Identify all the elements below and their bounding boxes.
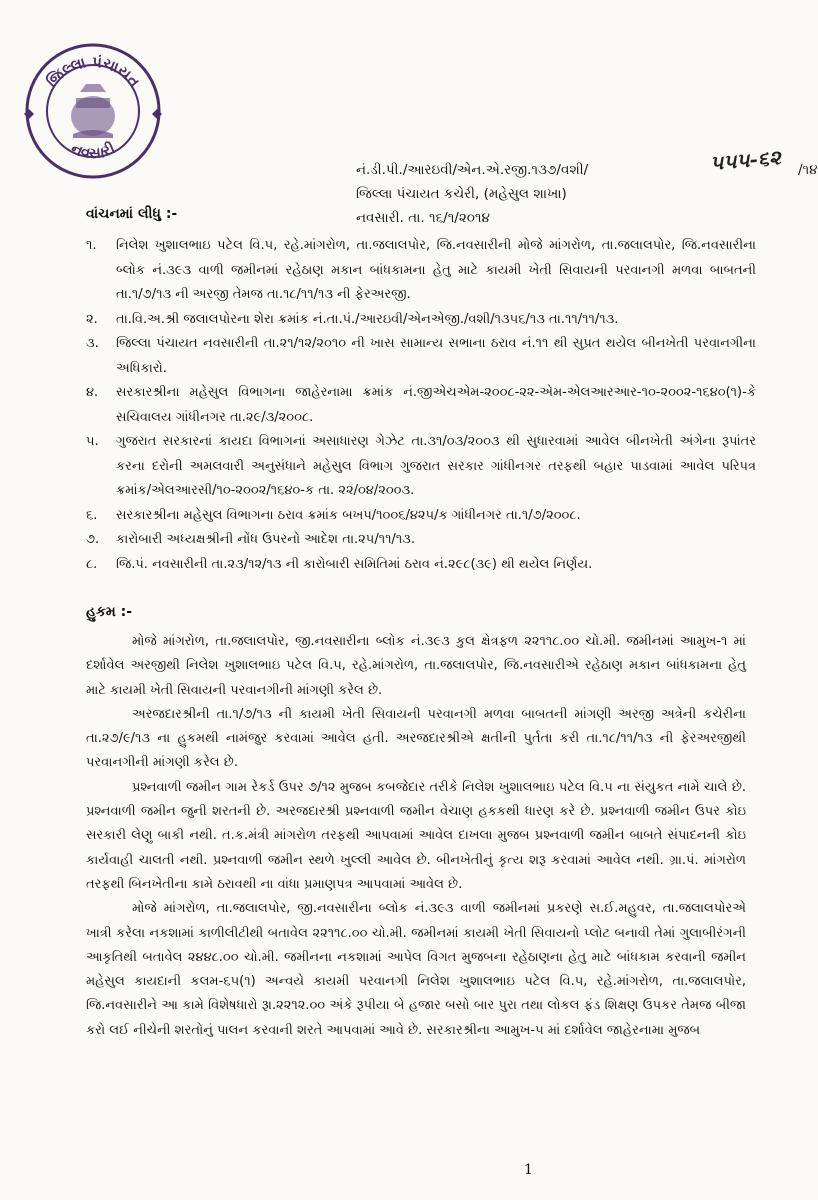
list-item-text: તા.વિ.અ.શ્રી જલાલપોરના શેરા ક્રમાંક નં.તા.પં./આરઇવી/એનએજી./વશી/૧૩૫૬/૧૩ તા.૧૧/૧૧/૧૩. [116,311,619,327]
list-item-text: સરકારશ્રીના મહેસુલ વિભાગના ઠરાવ ક્રમાંક બખપ/૧૦૦૬/૪૨૫/ક ગાંધીનગર તા.૧/૭/૨૦૦૮. [116,507,581,523]
order-paragraph: પ્રશ્નવાળી જમીન ગામ રેકર્ડ ઉપર ૭/૧૨ મુજબ કબજેદાર તરીકે નિલેશ ખુશાલભાઇ પટેલ વિ.૫ ના સંયુકત નામે ચાલે છે. પ્રશ્નવાળી જમીન જુની શરતની છે. અરજદારશ્રી પ્રશ્નવાળી જમીન વેચાણ હકકથી ધારણ કરે છે. પ્રશ્નવાળી જમીન ઉપર કોઇ સરકારી લેણુ બાકી નથી. ત.ક.મંત્રી માંગરોળ તરફથી આપવામાં આવેલ દાખલા મુજબ પ્રશ્નવાળી જમીન બાબતે સંપાદનની કોઇ કાર્યવાહી ચાલતી નથી. પ્રશ્નવાળી જમીન સ્થળે ખુલ્લી આવેલ છે. બીનખેતીનું કૃત્ય શરૂ કરવામાં આવેલ નથી. ગ્રા.પં. માંગરોળ તરફથી બિનખેતીના કામે ઠરાવથી ના વાંધા પ્રમાણપત્ર આપવામાં આવેલ છે. [86,779,746,892]
list-item [86,234,756,308]
svg-text:નવસારી [68,139,118,162]
list-item-number: ૪. [86,385,99,400]
page-number: 1 [524,1162,533,1178]
list-item [86,381,756,430]
order-paragraph: મોજે માંગરોળ, તા.જલાલપોર, જી.નવસારીના બ્લોક નં.૩૯૩ કુલ ક્ષેત્રફળ ૨૨૧૧૮.૦૦ ચો.મી. જમીનમાં આમુખ-૧ માં દર્શાવેલ અરજીથી નિલેશ ખુશાલભાઇ પટેલ વિ.૫, રહે.માંગરોળ, તા.જલાલપોર, જિ.નવસારીએ રહેઠાણ મકાન બાંધકામના હેતુ માટે કાયમી ખેતી સિવાયની પરવાનગીની માંગણી કરેલ છે. [86,634,746,698]
references-list [86,234,756,577]
list-item-number: ૭. [86,532,100,547]
list-item-number: ૧. [86,238,97,253]
references-heading: વાંચનમાં લીધુ :- [86,206,178,222]
list-item [86,504,756,529]
list-item-text: નિલેશ ખુશાલભાઇ પટેલ વિ.૫, રહે.માંગરોળ, તા.જલાલપોર, જિ.નવસારીની મોજે માંગરોળ, તા.જલાલપોર, જિ.નવસારીના બ્લોક નં.૩૯૩ વાળી જમીનમાં રહેઠાણ મકાન બાંધકામના હેતુ માટે કાયમી ખેતી સિવાયની પરવાનગી મળવા બાબતની તા.૧/૭/૧૩ ની અરજી તેમજ તા.૧૮/૧૧/૧૩ ની ફેરઅરજી. [116,238,756,302]
list-item-text: જિ.પં. નવસારીની તા.૨૩/૧૨/૧૩ ની કારોબારી સમિતિમાં ઠરાવ નં.૨૯૮(૩૯) થી થયેલ નિર્ણય. [116,556,593,572]
district-panchayat-seal-icon [18,34,168,184]
seal-stamp [18,34,168,184]
list-item-text: જિલ્લા પંચાયત નવસારીની તા.૨૧/૧૨/૨૦૧૦ ની ખાસ સામાન્ય સભાના ઠરાવ નં.૧૧ થી સુપ્રત થયેલ બીનખેતી પરવાનગીના અધિકારો. [116,336,756,376]
place-date: નવસારી. તા. ૧૬/૧/૨૦૧૪ [356,210,490,226]
list-item-text: સરકારશ્રીના મહેસુલ વિભાગના જાહેરનામા ક્રમાંક નં.જીએચએમ-૨૦૦૮-૨૨-એમ-એલઆરઆર-૧૦-૨૦૦૨-૧૬૪૦(૧)-કે સચિવાલય ગાંધીનગર તા.૨૯/૩/૨૦૦૮. [116,385,756,425]
reference-suffix: /૧૪ [798,162,818,178]
list-item-number: ૮. [86,556,98,572]
list-item-number: ૬. [86,507,98,523]
list-item-number: ૫. [86,434,99,449]
list-item [86,553,756,578]
handwritten-number: ૫૫૫-૬૨ [709,144,782,176]
list-item-text: કારોબારી અધ્યક્ષશ્રીની નોંધ ઉપરનો આદેશ તા.૨૫/૧૧/૧૩. [116,532,415,547]
order-paragraph: મોજે માંગરોળ, તા.જલાલપોર, જી.નવસારીના બ્લોક નં.૩૯૩ વાળી જમીનમાં પ્રકરણે સ.ઈ.મહુવર, તા.જલાલપોરએ ખાત્રી કરેલા નકશામાં કાળીલીટીથી બતાવેલ ૨૨૧૧૮.૦૦ ચો.મી. જમીનમાં કાયમી ખેતી સિવાયનો પ્લોટ બનાવી તેમાં ગુલાબીરંગની આકૃતિથી બતાવેલ ૨૪૪૮.૦૦ ચો.મી. જમીનના નકશામાં આપેલ વિગત મુજબના રહેઠાણના હેતુ માટે બાંધકામ કરવાની જમીન મહેસુલ કાયદાની કલમ-૬૫(૧) અન્વયે કાયમી પરવાનગી નિલેશ ખુશાલભાઇ પટેલ વિ.૫, રહે.માંગરોળ, તા.જલાલપોર, જિ.નવસારીને આ કામે વિશેષધારો રૂા.૨૨૧૨.૦૦ અંકે રૂપીયા બે હજાર બસો બાર પુરા તથા લોકલ ફંડ શિક્ષણ ઉપકર તેમજ બીજા કરો લઈ નીચેની શરતોનું પાલન કરવાની શરતે આપવામાં આવે છે. સરકારશ્રીના આમુખ-૫ માં દર્શાવેલ જાહેરનામા મુજબ [86,901,746,1038]
seal-top-text: જિલ્લા પંચાયત [42,52,144,91]
order-body [86,630,746,1043]
office-name: જિલ્લા પંચાયત કચેરી, (મહેસુલ શાખા) [356,186,567,202]
list-item [86,528,756,553]
list-item-number: ૩. [86,336,99,351]
list-item-number: ૨. [86,311,98,327]
seal-bottom-text: નવસારી [68,139,118,163]
order-paragraph: અરજદારશ્રીની તા.૧/૭/૧૩ ની કાયમી ખેતી સિવાયની પરવાનગી મળવા બાબતની માંગણી અરજી અત્રેની કચેરીના તા.૨૭/૯/૧૩ ના હુકમથી નામંજુર કરવામાં આવેલ હતી. અરજદારશ્રીએ ક્ષતીની પુર્તતા કરી તા.૧૮/૧૧/૧૩ ની ફેરઅરજીથી પરવાનગીની માંગણી કરેલ છે. [86,706,746,771]
list-item-text: ગુજરાત સરકારનાં કાયદા વિભાગનાં અસાધારણ ગેઝેટ તા.૩૧/૦૩/૨૦૦૩ થી સુધારવામાં આવેલ બીનખેતી અંગેના રૂપાંતર કરના દરોની અમલવારી અનુસંધાને મહેસુલ વિભાગ ગુજરાત સરકાર ગાંધીનગર તરફથી બહાર પાડવામાં આવેલ પરિપત્ર ક્રમાંક/એલઆરસી/૧૦-૨૦૦૨/૧૬૪૦-ક તા. ૨૨/૦૪/૨૦૦૩. [116,434,756,498]
list-item [86,308,756,333]
reference-number: નં.ડી.પી./આરઇવી/એન.એ.રજી.૧૩૭/વશી/ [356,162,589,178]
list-item [86,332,756,381]
order-heading: હુકમ :- [86,604,133,620]
reference-number-line [356,144,818,182]
document-header [356,144,818,230]
list-item [86,430,756,504]
